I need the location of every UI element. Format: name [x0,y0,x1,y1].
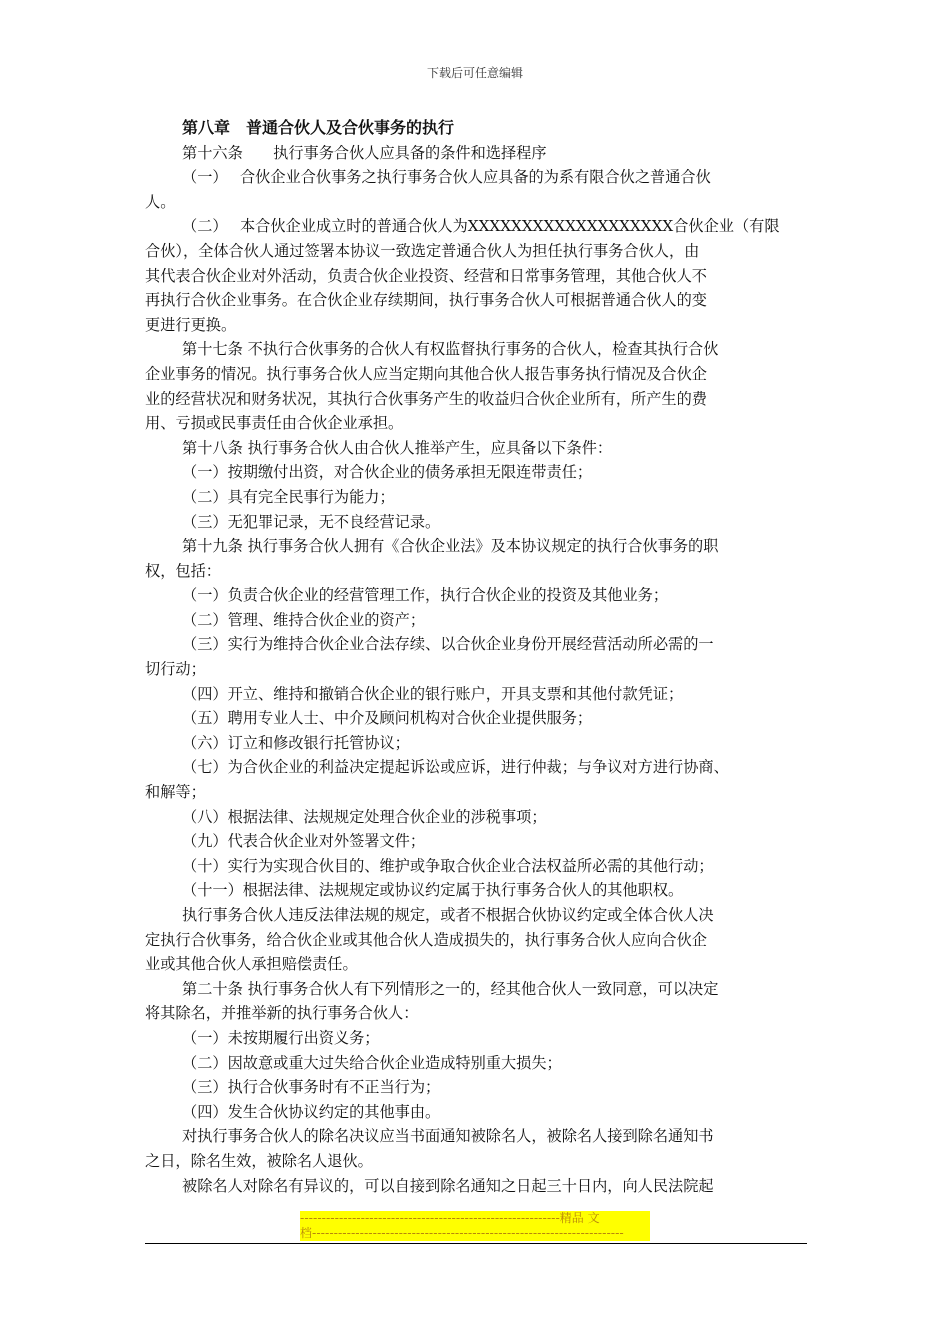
paragraph-line: （二）因故意或重大过失给合伙企业造成特别重大损失； [182,1053,562,1072]
paragraph-line: （五）聘用专业人士、中介及顾问机构对合伙企业提供服务； [182,709,593,728]
paragraph-line: 用、亏损或民事责任由合伙企业承担。 [145,414,404,433]
paragraph-line: （三）无犯罪记录，无不良经营记录。 [182,512,441,531]
paragraph-line: 业或其他合伙人承担赔偿责任。 [145,955,358,974]
paragraph-line: 执行事务合伙人违反法律法规的规定，或者不根据合伙协议约定或全体合伙人决 [182,906,714,924]
paragraph-line: 定执行合伙事务，给合伙企业或其他合伙人造成损失的，执行事务合伙人应向合伙企 [145,930,707,949]
paragraph-line: （六）订立和修改银行托管协议； [182,733,410,752]
paragraph-line: 之日，除名生效，被除名人退伙。 [145,1151,373,1170]
paragraph-line: （二） 本合伙企业成立时的普通合伙人为XXXXXXXXXXXXXXXXXXX合伙企业（有限 [182,217,780,236]
footer-divider [145,1243,807,1244]
chapter-title: 第八章 普通合伙人及合伙事务的执行 [182,118,455,137]
paragraph-line: 业的经营状况和财务状况，其执行合伙事务产生的收益归合伙企业所有，所产生的费 [145,389,707,408]
paragraph-line: （一）未按期履行出资义务； [182,1028,380,1047]
paragraph-line: 人。 [145,192,176,211]
paragraph-line: （九）代表合伙企业对外签署文件； [182,832,425,851]
paragraph-line: （四）开立、维持和撤销合伙企业的银行账户，开具支票和其他付款凭证； [182,684,684,703]
paragraph-line: （二）具有完全民事行为能力； [182,487,395,506]
paragraph-line: 和解等； [145,783,206,802]
paragraph-line: 将其除名，并推举新的执行事务合伙人： [145,1004,419,1023]
paragraph-line: （一）按期缴付出资，对合伙企业的债务承担无限连带责任； [182,463,593,482]
paragraph-line: （一） 合伙企业合伙事务之执行事务合伙人应具备的为系有限合伙之普通合伙 [182,168,711,187]
paragraph-line: （十一）根据法律、法规规定或协议约定属于执行事务合伙人的其他职权。 [182,881,684,900]
paragraph-line: 第十八条 执行事务合伙人由合伙人推举产生，应具备以下条件： [182,438,613,457]
paragraph-line: 企业事务的情况。执行事务合伙人应当定期向其他合伙人报告事务执行情况及合伙企 [145,364,707,383]
paragraph-line: （一）负责合伙企业的经营管理工作，执行合伙企业的投资及其他业务； [182,586,668,605]
footer-watermark [300,1211,650,1241]
paragraph-line: 第十七条 不执行合伙事务的合伙人有权监督执行事务的合伙人，检查其执行合伙 [182,340,719,359]
page-header: 下载后可任意编辑 [426,66,523,80]
document-lines [145,141,810,1199]
paragraph-line: （三）执行合伙事务时有不正当行为； [182,1078,441,1097]
paragraph-line: 第二十条 执行事务合伙人有下列情形之一的，经其他合伙人一致同意，可以决定 [182,979,719,998]
paragraph-line: （二）管理、维持合伙企业的资产； [182,610,425,629]
paragraph-line: 第十六条 执行事务合伙人应具备的条件和选择程序 [182,143,547,162]
paragraph-line: （四）发生合伙协议约定的其他事由。 [182,1102,441,1121]
paragraph-line: （七）为合伙企业的利益决定提起诉讼或应诉，进行仲裁；与争议对方进行协商、 [182,758,729,777]
paragraph-line: （十）实行为实现合伙目的、维护或争取合伙企业合法权益所必需的其他行动； [182,856,714,875]
paragraph-line: （八）根据法律、法规规定处理合伙企业的涉税事项； [182,807,547,826]
paragraph-line: 再执行合伙企业事务。在合伙企业存续期间，执行事务合伙人可根据普通合伙人的变 [145,291,707,310]
paragraph-line: 权，包括： [145,561,221,580]
footer-line-1: ------------------------------------------------------------精品 文 [300,1211,600,1225]
paragraph-line: 其代表合伙企业对外活动，负责合伙企业投资、经营和日常事务管理，其他合伙人不 [145,266,707,285]
paragraph-line: 合伙），全体合伙人通过签署本协议一致选定普通合伙人为担任执行事务合伙人，由 [145,241,700,260]
paragraph-line: 更进行更换。 [145,315,237,334]
paragraph-line: 切行动； [145,660,206,679]
paragraph-line: 被除名人对除名有异议的，可以自接到除名通知之日起三十日内，向人民法院起 [182,1176,714,1195]
document-body [145,116,810,1198]
footer-line-2: 档------------------------------------------------------------------------ [300,1226,624,1240]
paragraph-line: （三）实行为维持合伙企业合法存续、以合伙企业身份开展经营活动所必需的一 [182,635,714,654]
paragraph-line: 第十九条 执行事务合伙人拥有《合伙企业法》及本协议规定的执行合伙事务的职 [182,537,719,556]
paragraph-line: 对执行事务合伙人的除名决议应当书面通知被除名人，被除名人接到除名通知书 [182,1127,714,1146]
